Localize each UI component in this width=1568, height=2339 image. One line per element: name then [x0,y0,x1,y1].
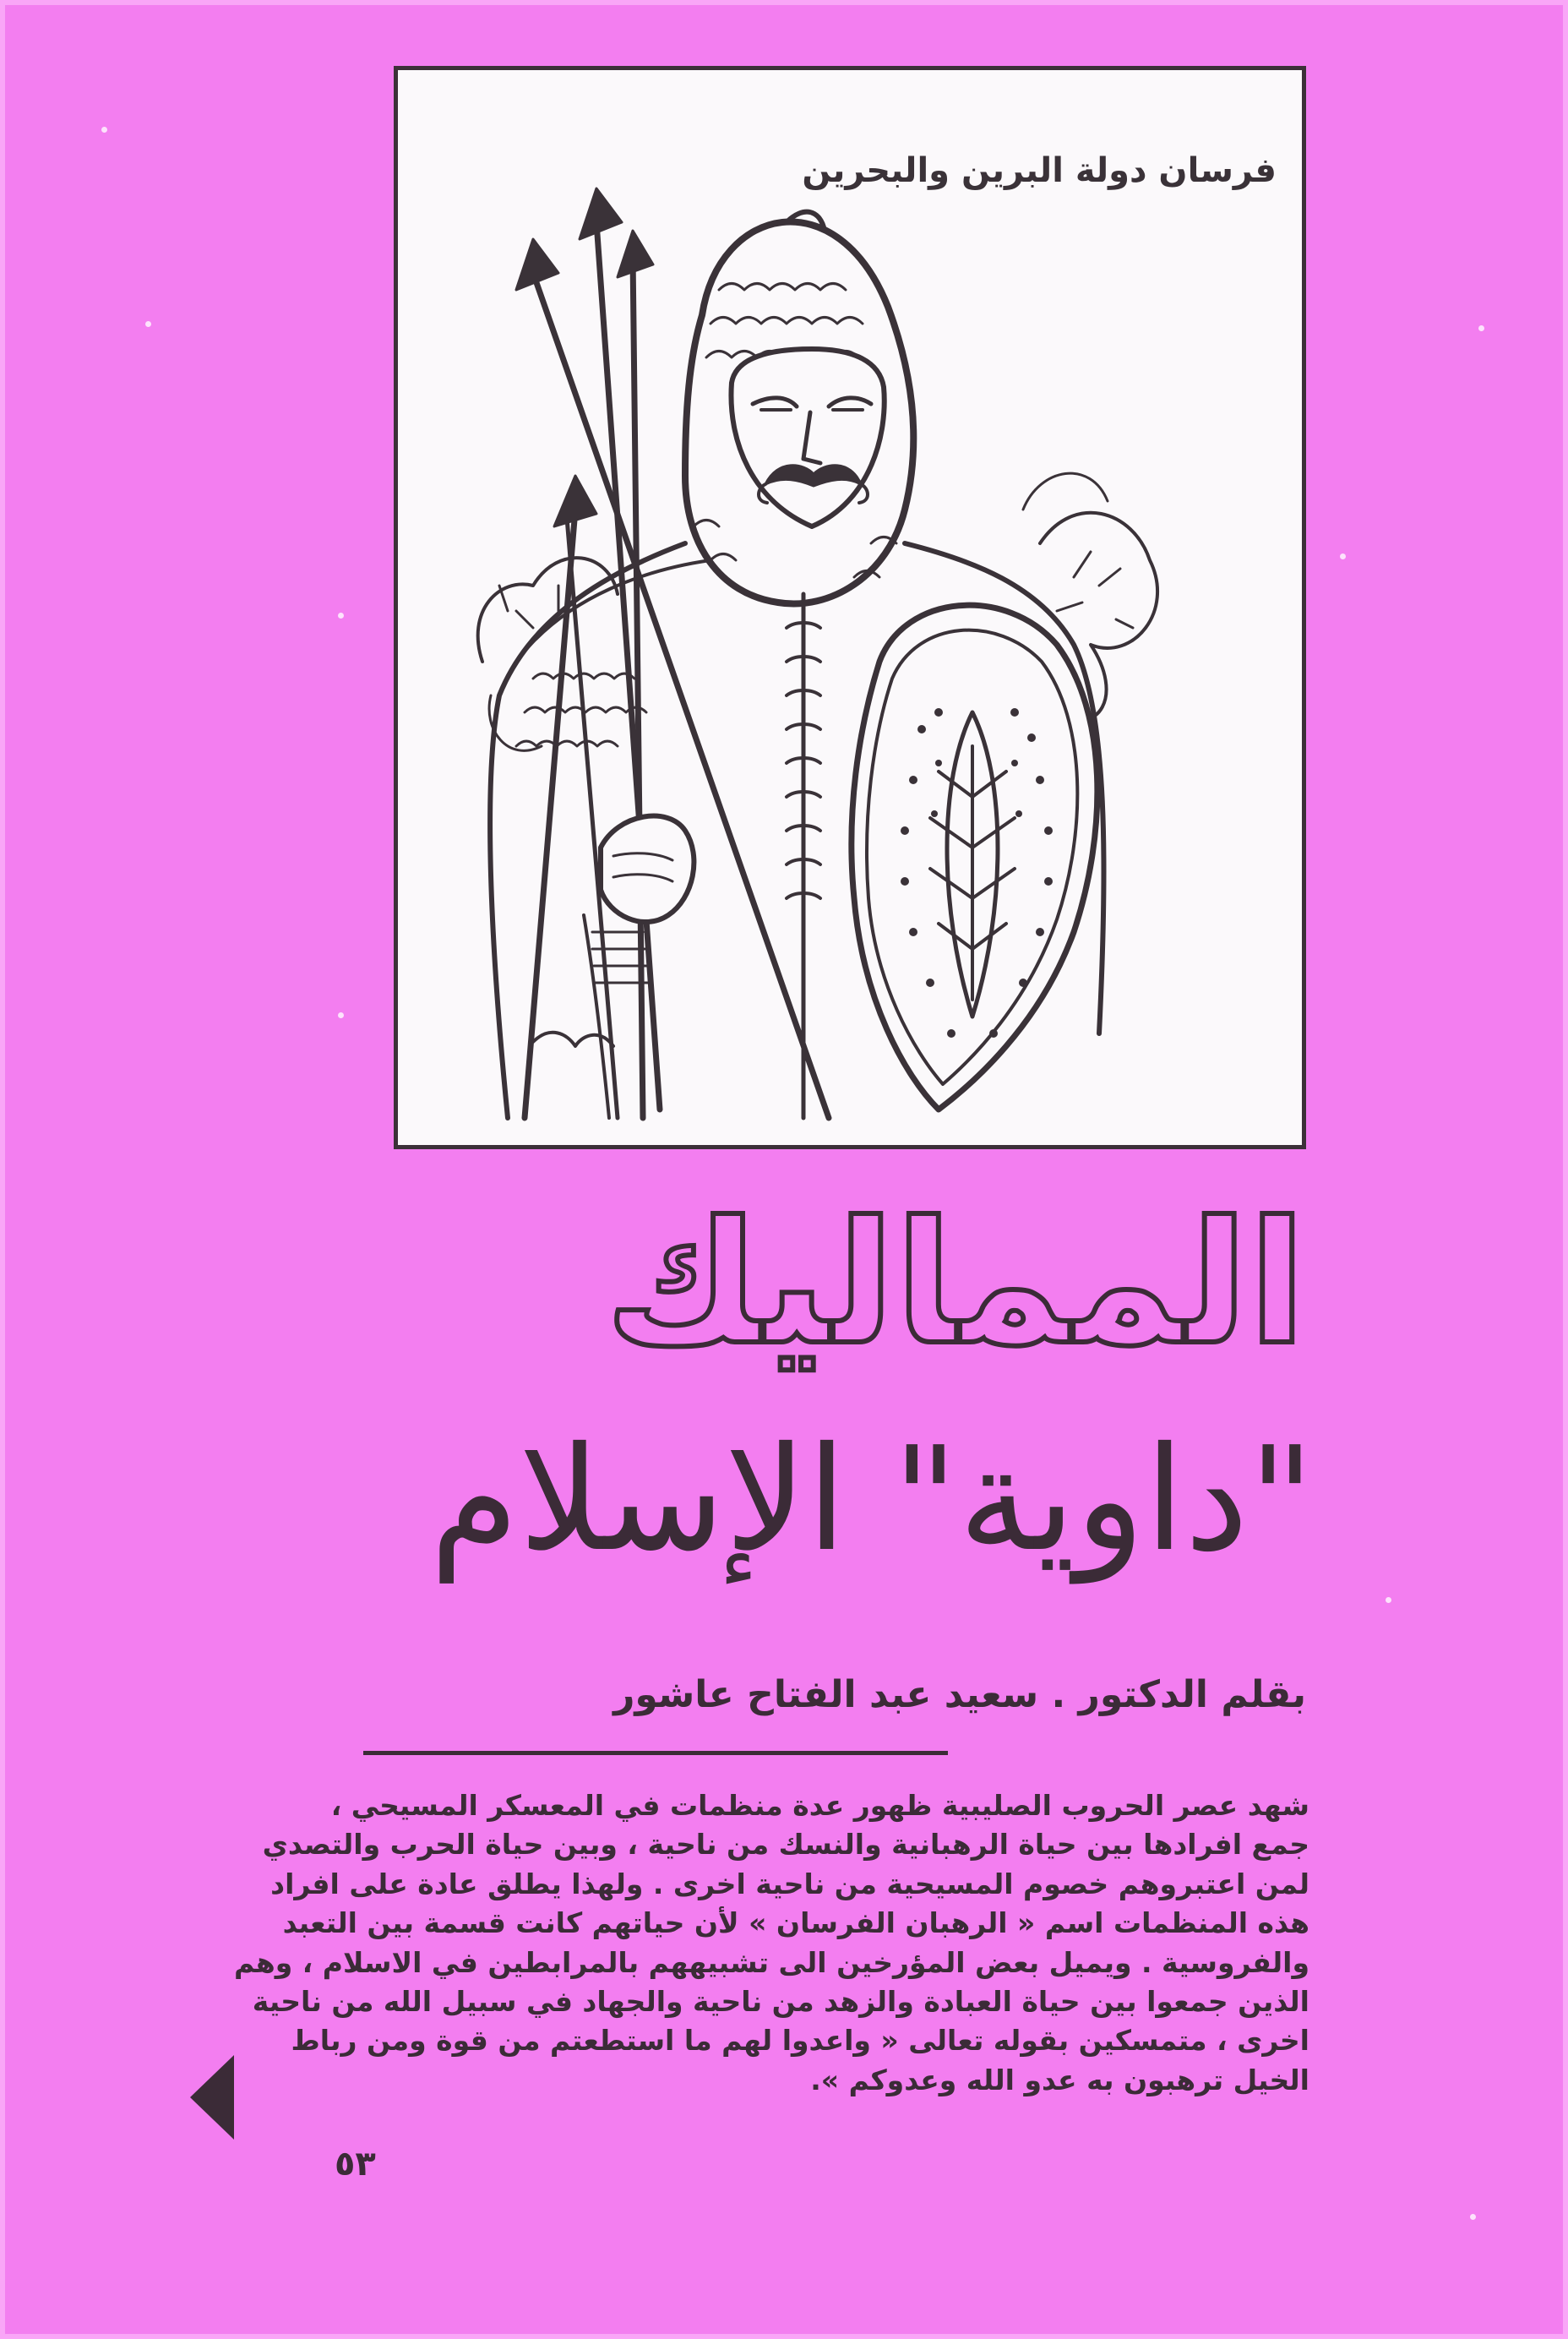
body-line: شهد عصر الحروب الصليبية ظهور عدة منظمات في المعسكر المسيحي ، [330,1789,1309,1822]
paper-speck [1386,1597,1391,1603]
body-line: الذين جمعوا بين حياة العبادة والزهد من ناحية والجهاد في سبيل الله من ناحية [252,1984,1309,2018]
knight-illustration [432,188,1243,1135]
paper-speck [1470,2214,1476,2220]
continue-arrow-icon [190,2055,234,2140]
body-line: الخيل ترهبون به عدو الله وعدوكم ». [810,2063,1309,2096]
byline-rule [363,1751,948,1755]
article-body [234,1786,1309,2100]
body-line: جمع افرادها بين حياة الرهبانية والنسك من ناحية ، وبين حياة الحرب والتصدي [262,1828,1309,1862]
page-number: ٥٣ [335,2145,376,2184]
paper-speck [338,613,344,619]
body-line: اخرى ، متمسكين بقوله تعالى « واعدوا لهم ما استطعتم من قوة ومن رباط [291,2024,1309,2058]
figure-caption: فرسان دولة البرين والبحرين [802,151,1277,190]
author-byline: بقلم الدكتور . سعيد عبد الفتاح عاشور [613,1673,1306,1716]
paper-speck [1340,553,1346,559]
body-line: هذه المنظمات اسم « الرهبان الفرسان » لأن حياتهم كانت قسمة بين التعبد [282,1906,1309,1940]
body-line: والفروسية . ويميل بعض المؤرخين الى تشبيههم بالمرابطين في الاسلام ، وهم [234,1945,1309,1979]
paper-speck [1478,325,1484,331]
paper-speck [145,321,151,327]
article-subtitle: "داوية" الإسلام [429,1416,1315,1584]
figure-frame [394,66,1306,1149]
paper-speck [338,1012,344,1018]
paper-speck [101,127,107,133]
body-line: لمن اعتبروهم خصوم المسيحية من ناحية اخرى . ولهذا يطلق عادة على افراد [270,1867,1309,1900]
article-title: المماليك [605,1186,1306,1382]
